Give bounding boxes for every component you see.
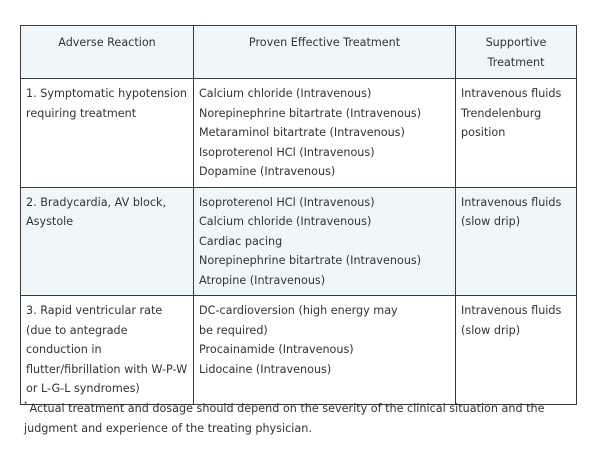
treatment-item: DC-cardioversion (high energy may be required) bbox=[199, 304, 398, 337]
cell-treatments bbox=[194, 79, 456, 188]
treatment-item: Lidocaine (Intravenous) bbox=[199, 362, 332, 376]
treatment-item: Cardiac pacing bbox=[199, 234, 283, 248]
header-adverse-reaction: Adverse Reaction bbox=[21, 26, 194, 79]
treatment-item: Atropine (Intravenous) bbox=[199, 273, 326, 287]
table-row bbox=[21, 296, 577, 405]
cell-reaction: 2. Bradycardia, AV block, Asystole bbox=[21, 187, 194, 296]
table-header-row bbox=[21, 26, 577, 79]
table-footnote bbox=[24, 399, 564, 438]
treatment-item: Metaraminol bitartrate (Intravenous) bbox=[199, 126, 405, 139]
cell-reaction: 1. Symptomatic hypotension requiring treatment bbox=[21, 79, 194, 188]
treatment-table-container bbox=[20, 25, 576, 405]
treatment-item: Procainamide (Intravenous) bbox=[199, 343, 354, 356]
treatment-item: Isoproterenol HCl (Intravenous) bbox=[199, 195, 375, 209]
cell-reaction: 3. Rapid ventricular rate (due to antegrade conduction in flutter/fibrillation with W-P-W or L-G-L syndromes) bbox=[21, 296, 194, 405]
cell-treatments bbox=[194, 187, 456, 296]
cell-treatments bbox=[194, 296, 456, 405]
cell-supportive: Intravenous fluids (slow drip) bbox=[456, 296, 577, 405]
treatment-item: Norepinephrine bitartrate (Intravenous) bbox=[199, 254, 422, 267]
table-row bbox=[21, 79, 577, 188]
treatment-item: Calcium chloride (Intravenous) bbox=[199, 215, 372, 228]
cell-supportive: Intravenous fluids Trendelenburg position bbox=[456, 79, 577, 188]
footnote-marker: * bbox=[24, 400, 28, 408]
footnote-text: Actual treatment and dosage should depend on the severity of the clinical situation and the judgment and experience of the treating physician. bbox=[24, 402, 545, 435]
treatment-item: Norepinephrine bitartrate (Intravenous) bbox=[199, 106, 422, 120]
table-row bbox=[21, 187, 577, 296]
treatment-item: Calcium chloride (Intravenous) bbox=[199, 87, 372, 100]
header-supportive-treatment: Supportive Treatment bbox=[456, 26, 577, 79]
adverse-reaction-treatment-table bbox=[20, 25, 577, 405]
treatment-item: Dopamine (Intravenous) bbox=[199, 165, 336, 178]
cell-supportive: Intravenous fluids (slow drip) bbox=[456, 187, 577, 296]
header-proven-treatment: Proven Effective Treatment bbox=[194, 26, 456, 79]
treatment-item: Isoproterenol HCl (Intravenous) bbox=[199, 145, 375, 159]
